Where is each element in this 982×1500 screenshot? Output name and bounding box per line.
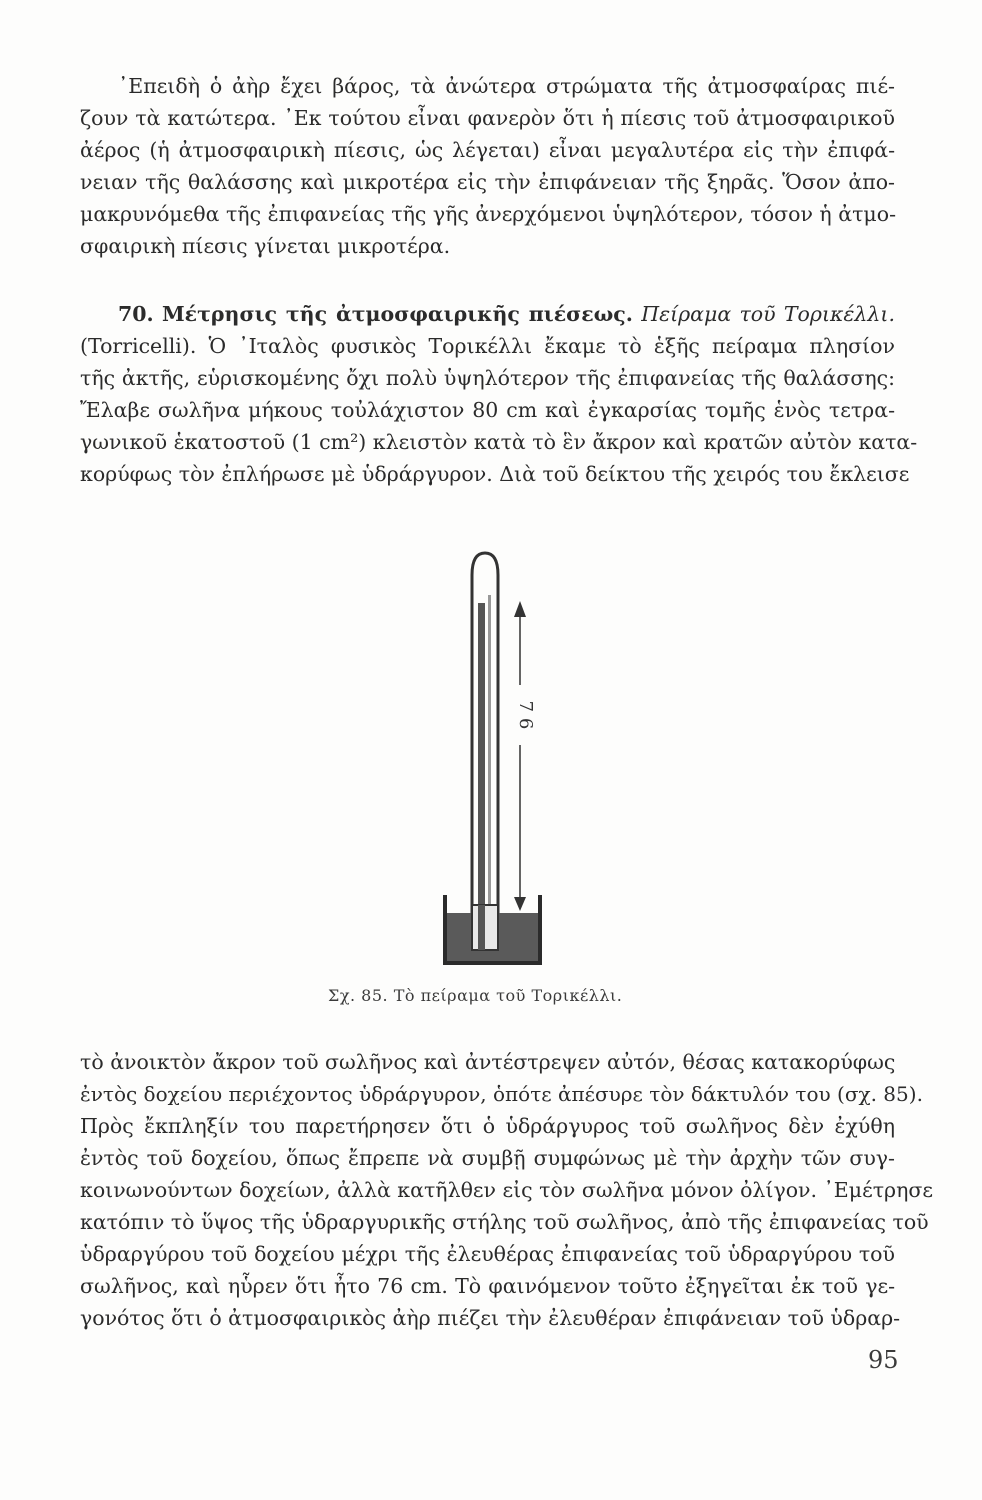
text-line: ὑδραργύρου τοῦ δοχείου μέχρι τῆς ἐλευθέρας ἐπιφανείας τοῦ ὑδραργύρου τοῦ bbox=[80, 1242, 895, 1266]
section-title: Μέτρησις τῆς ἀτμοσφαιρικῆς πιέσεως. bbox=[161, 302, 633, 326]
mercury-in-tube-bottom bbox=[478, 905, 485, 950]
torricelli-figure bbox=[430, 535, 570, 975]
section-70 bbox=[80, 298, 918, 490]
text-line: κορύφως τὸν ἐπλήρωσε μὲ ὑδράργυρον. Διὰ τοῦ δείκτου τῆς χειρός του ἔκλεισε bbox=[80, 462, 910, 486]
paragraph-experiment bbox=[80, 1046, 933, 1334]
experiment-title: Πείραμα τοῦ Τορικέλλι. bbox=[641, 302, 895, 326]
text-line: (Torricelli). Ὁ ᾿Ιταλὸς φυσικὸς Τορικέλλι ἔκαμε τὸ ἑξῆς πείραμα πλησίον bbox=[80, 334, 895, 358]
text-line: νειαν τῆς θαλάσσης καὶ μικροτέρα εἰς τὴν ἐπιφάνειαν τῆς ξηρᾶς. Ὅσον ἀπο- bbox=[80, 170, 895, 194]
text-line: σωλῆνος, καὶ ηὗρεν ὅτι ἦτο 76 cm. Τὸ φαινόμενον τοῦτο ἐξηγεῖται ἐκ τοῦ γε- bbox=[80, 1274, 895, 1298]
text-line: γωνικοῦ ἑκατοστοῦ (1 cm²) κλειστὸν κατὰ τὸ ἓν ἄκρον καὶ κρατῶν αὐτὸν κατα- bbox=[80, 430, 918, 454]
text-line: τὸ ἀνοικτὸν ἄκρον τοῦ σωλῆνος καὶ ἀντέστρεψεν αὐτόν, θέσας κατακορύφως bbox=[80, 1050, 896, 1074]
mercury-column bbox=[478, 603, 485, 955]
text-line: μακρυνόμεθα τῆς ἐπιφανείας τῆς γῆς ἀνερχόμενοι ὑψηλότερον, τόσον ἡ ἀτμο- bbox=[80, 202, 897, 226]
text-line: κοινωνούντων δοχείων, ἀλλὰ κατῆλθεν εἰς τὸν σωλῆνα μόνον ὀλίγον. ᾿Εμέτρησε bbox=[80, 1178, 933, 1202]
measure-arrow-tail bbox=[514, 897, 526, 911]
text-line: Πρὸς ἔκπληξίν του παρετήρησεν ὅτι ὁ ὑδράργυρος τοῦ σωλῆνος δὲν ἐχύθη bbox=[80, 1114, 895, 1138]
section-number: 70. bbox=[118, 302, 154, 326]
text-line: ζουν τὰ κατώτερα. ᾿Εκ τούτου εἶναι φανερὸν ὅτι ἡ πίεσις τοῦ ἀτμοσφαιρικοῦ bbox=[80, 106, 895, 130]
text-line: ἐντὸς δοχείου περιέχοντος ὑδράργυρον, ὁπότε ἀπέσυρε τὸν δάκτυλόν του (σχ. 85). bbox=[80, 1082, 923, 1106]
paragraph-atmospheric-pressure bbox=[80, 70, 895, 262]
page-number: 95 bbox=[868, 1346, 899, 1374]
text-line: κατόπιν τὸ ὕψος τῆς ὑδραργυρικῆς στήλης τοῦ σωλῆνος, ἀπὸ τῆς ἐπιφανείας τοῦ bbox=[80, 1210, 929, 1234]
figure-caption: Σχ. 85. Τὸ πείραμα τοῦ Τορικέλλι. bbox=[328, 986, 623, 1005]
text-line: γονότος ὅτι ὁ ἀτμοσφαιρικὸς ἀὴρ πιέζει τὴν ἐλευθέραν ἐπιφάνειαν τοῦ ὑδραρ- bbox=[80, 1306, 901, 1330]
text-line: ᾿Επειδὴ ὁ ἀὴρ ἔχει βάρος, τὰ ἀνώτερα στρώματα τῆς ἀτμοσφαίρας πιέ- bbox=[118, 74, 895, 98]
tube-highlight bbox=[488, 595, 491, 955]
measure-label: 7 6 bbox=[515, 700, 536, 730]
text-line: Ἔλαβε σωλῆνα μήκους τοὐλάχιστον 80 cm καὶ ἐγκαρσίας τομῆς ἑνὸς τετρα- bbox=[80, 398, 895, 422]
section-heading bbox=[80, 298, 895, 330]
text-line: ἀέρος (ἡ ἀτμοσφαιρικὴ πίεσις, ὡς λέγεται) εἶναι μεγαλυτέρα εἰς τὴν ἐπιφά- bbox=[80, 138, 895, 162]
text-line: τῆς ἀκτῆς, εὑρισκομένης ὄχι πολὺ ὑψηλότερον τῆς ἐπιφανείας τῆς θαλάσσης: bbox=[80, 366, 895, 390]
text-line: ἐντὸς τοῦ δοχείου, ὅπως ἔπρεπε νὰ συμβῇ συμφώνως μὲ τὴν ἀρχὴν τῶν συγ- bbox=[80, 1146, 895, 1170]
text-line: σφαιρικὴ πίεσις γίνεται μικροτέρα. bbox=[80, 234, 451, 258]
measure-arrow-head bbox=[514, 601, 526, 617]
